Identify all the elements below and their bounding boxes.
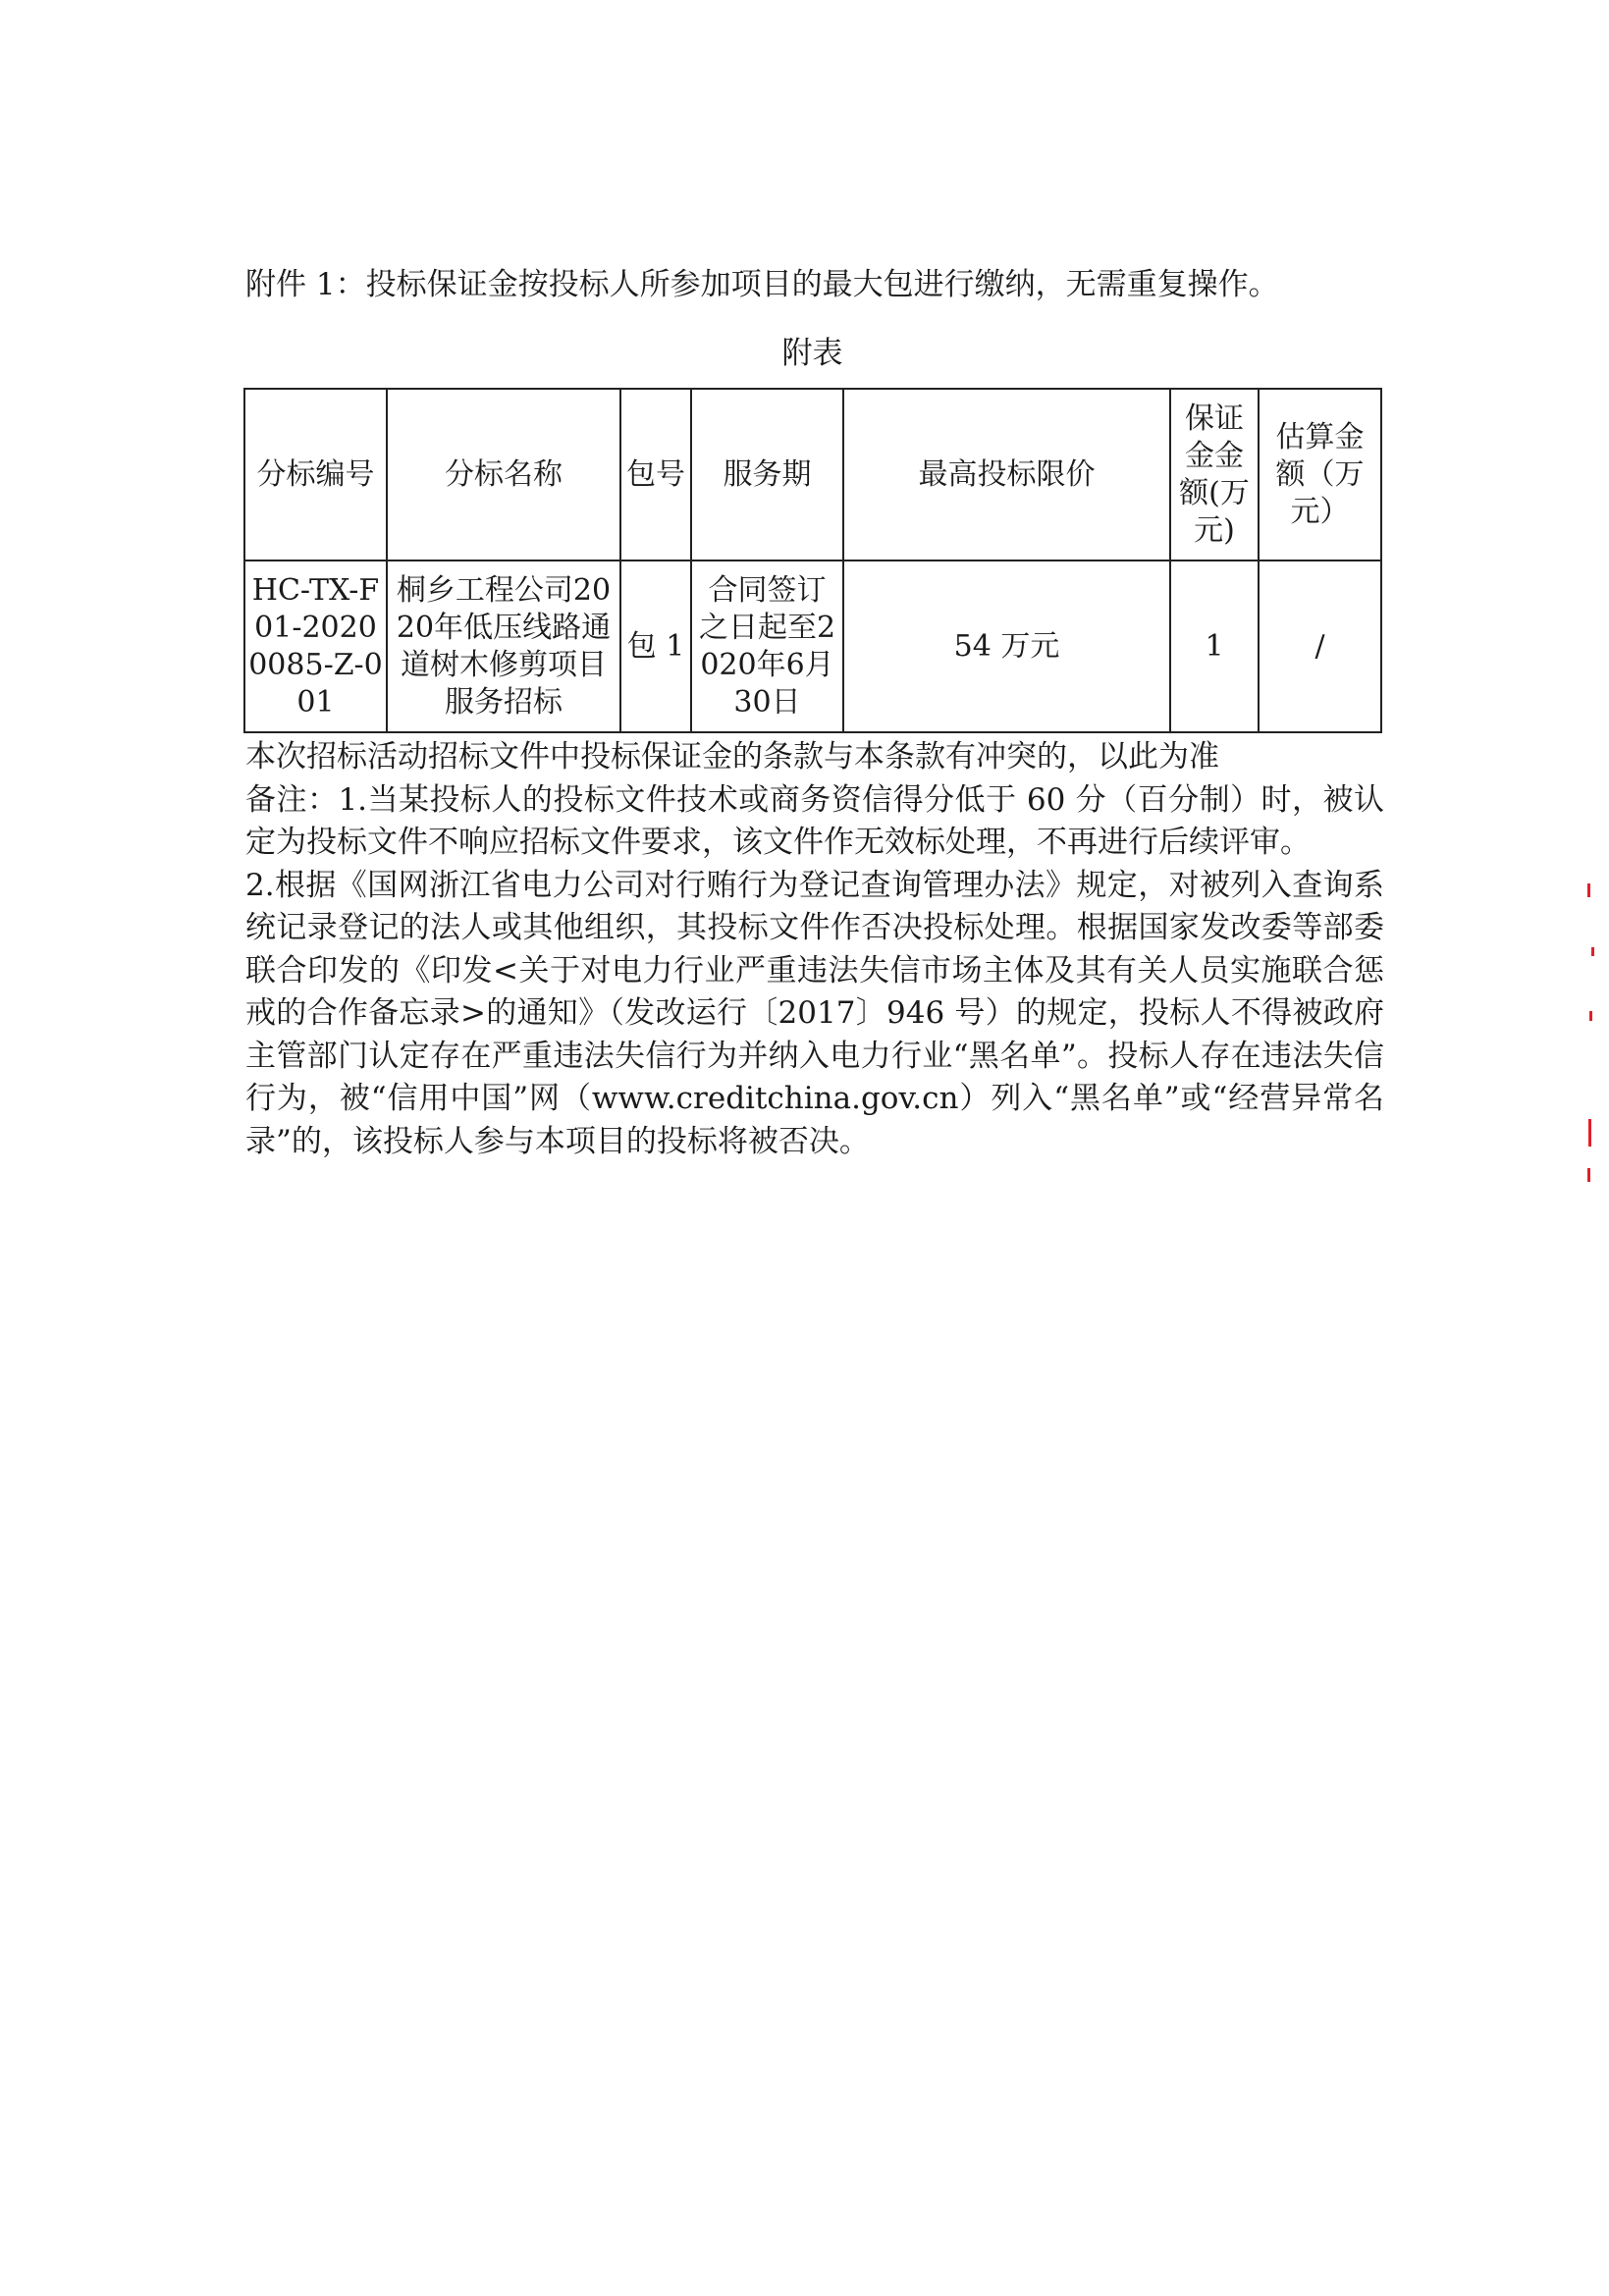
remark-2: 2.根据《国网浙江省电力公司对行贿行为登记查询管理办法》规定，对被列入查询系统记录登记的法人或其他组织，其投标文件作否决投标处理。根据国家发改委等部委联合印发的《印发<关于对电力行业严重违法失信市场主体及其有关人员实施联合惩戒的合作备忘录>的通知》（发改运行〔2017〕946 号）的规定，投标人不得被政府主管部门认定存在严重违法失信行为并纳入电力行业“黑名单”。投标人存在违法失信行为，被“信用中国”网（www.creditchina.gov.cn）列入“黑名单”或“经营异常名录”的，该投标人参与本项目的投标将被否决。 bbox=[245, 867, 1384, 1159]
header-section-code: 分标编号 bbox=[244, 389, 387, 561]
header-section-name: 分标名称 bbox=[387, 389, 620, 561]
remark-1: 备注：1.当某投标人的投标文件技术或商务资信得分低于 60 分（百分制）时，被认定为投标文件不响应招标文件要求，该文件作无效标处理，不再进行后续评审。 bbox=[245, 781, 1384, 860]
cell-deposit: 1 bbox=[1170, 561, 1259, 732]
table-header-row bbox=[244, 389, 1381, 561]
cell-section-code: HC-TX-F01-20200085-Z-001 bbox=[244, 561, 387, 732]
cell-estimate: / bbox=[1259, 561, 1381, 732]
header-package: 包号 bbox=[620, 389, 691, 561]
header-service-period: 服务期 bbox=[691, 389, 843, 561]
scan-edge-mark bbox=[1587, 1168, 1590, 1182]
scan-edge-mark bbox=[1587, 883, 1590, 897]
header-deposit: 保证金金额(万元) bbox=[1170, 389, 1259, 561]
cell-service-period: 合同签订之日起至2020年6月30日 bbox=[691, 561, 843, 732]
scan-edge-mark bbox=[1591, 947, 1594, 956]
cell-section-name: 桐乡工程公司2020年低压线路通道树木修剪项目服务招标 bbox=[387, 561, 620, 732]
scan-edge-mark bbox=[1589, 1011, 1592, 1021]
header-max-price: 最高投标限价 bbox=[843, 389, 1170, 561]
scan-edge-mark bbox=[1588, 1119, 1591, 1147]
notes-section bbox=[245, 736, 1384, 1163]
cell-package: 包 1 bbox=[620, 561, 691, 732]
bid-section-table bbox=[243, 388, 1382, 733]
table-caption: 附表 bbox=[781, 336, 843, 371]
header-estimate: 估算金额（万元） bbox=[1259, 389, 1381, 561]
attachment-note: 附件 1：投标保证金按投标人所参加项目的最大包进行缴纳，无需重复操作。 bbox=[245, 267, 1279, 302]
conflict-clause: 本次招标活动招标文件中投标保证金的条款与本条款有冲突的，以此为准 bbox=[245, 739, 1219, 774]
cell-max-price: 54 万元 bbox=[843, 561, 1170, 732]
table-row bbox=[244, 561, 1381, 732]
